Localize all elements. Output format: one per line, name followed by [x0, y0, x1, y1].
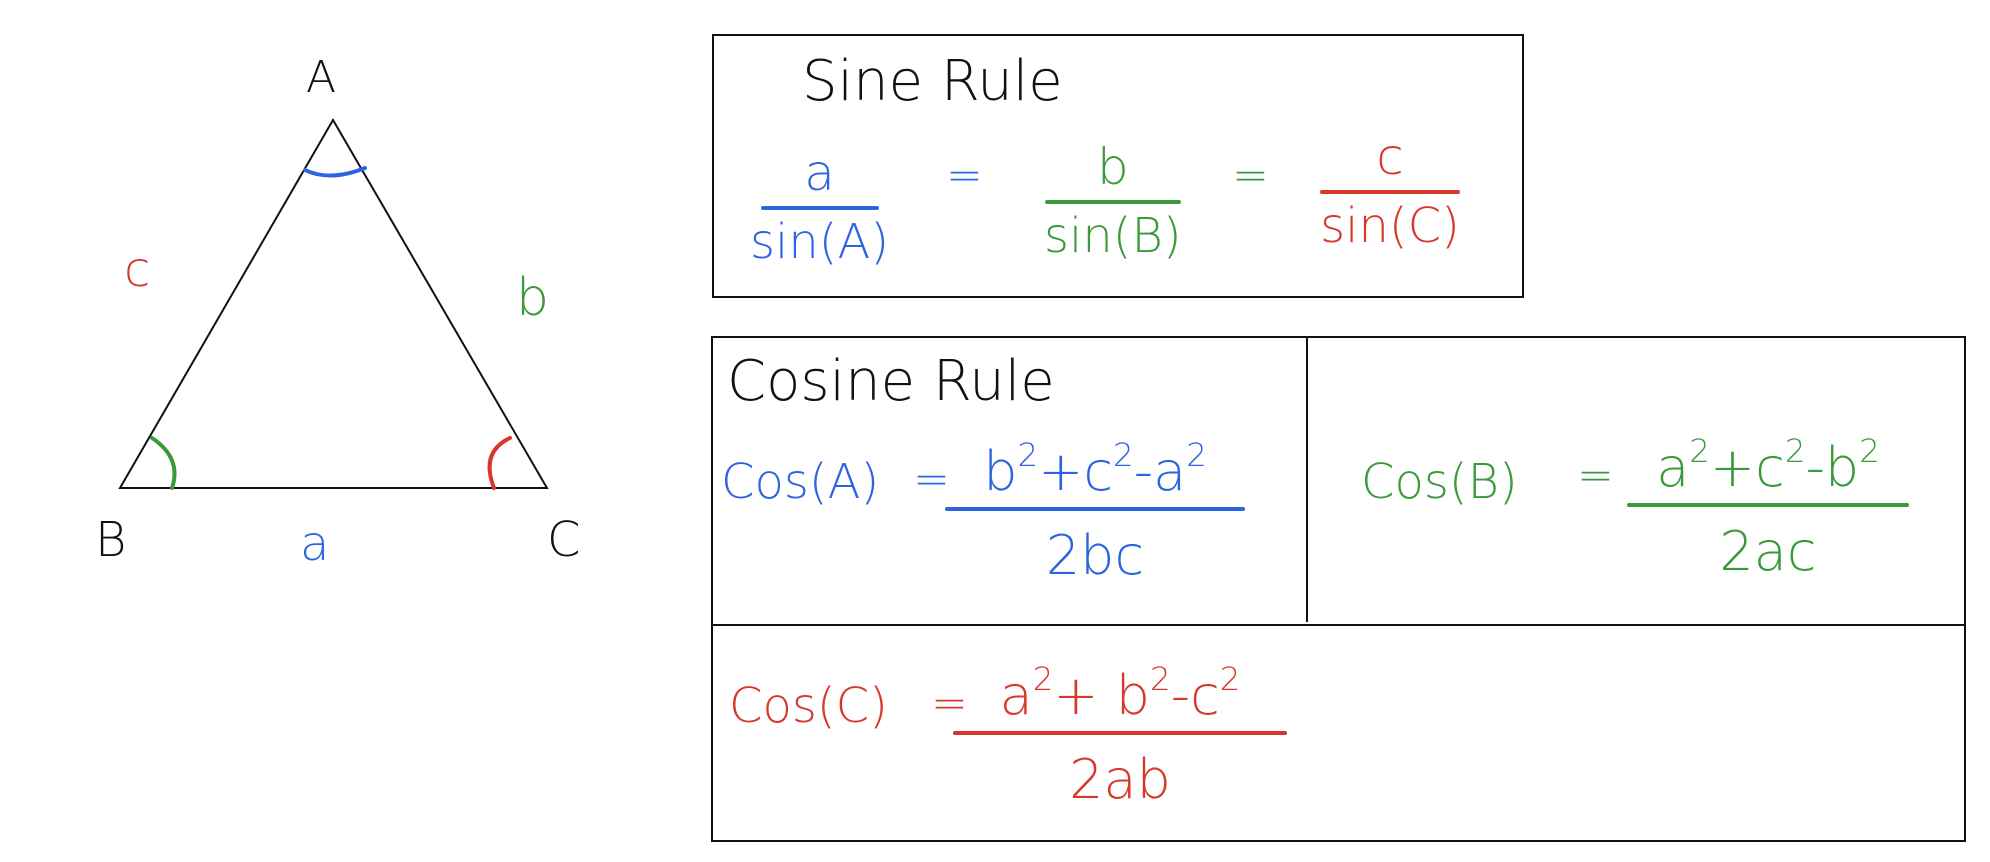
cos-a-fraction-bar [945, 507, 1245, 511]
sine-term-c-numerator: c [1376, 128, 1404, 186]
sine-term-a-fraction-bar [761, 206, 879, 210]
cos-a-denominator: 2bc [1045, 524, 1145, 587]
sine-equals-1: = [946, 150, 983, 201]
sine-term-b [1044, 138, 1182, 264]
angle-mark-A [305, 168, 365, 176]
cos-a-lhs: Cos(A) [721, 454, 880, 510]
sine-rule-box [712, 34, 1524, 298]
sine-term-a [750, 144, 890, 270]
sine-rule-title: Sine Rule [802, 49, 1063, 114]
side-label-b: b [516, 268, 550, 328]
sine-term-b-denominator: sin(B) [1044, 208, 1182, 264]
cosine-horizontal-divider [713, 624, 1966, 626]
sine-term-c [1320, 128, 1460, 254]
sine-term-b-fraction-bar [1045, 200, 1181, 204]
cos-c-denominator: 2ab [1069, 748, 1171, 811]
cos-a-equals: = [913, 454, 950, 505]
vertex-label-B: B [95, 512, 127, 568]
cos-b-equals: = [1577, 450, 1614, 501]
cos-a-numerator: $b^2+c^2-a^2$ [983, 436, 1207, 503]
sine-term-c-denominator: sin(C) [1320, 198, 1460, 254]
vertex-label-A: A [306, 52, 337, 103]
side-label-c: c [124, 242, 151, 298]
cos-b-lhs: Cos(B) [1361, 454, 1518, 510]
sine-term-a-numerator: a [804, 144, 835, 202]
sine-term-a-denominator: sin(A) [750, 214, 890, 270]
cos-b-numerator: $a^2+c^2-b^2$ [1656, 432, 1880, 499]
angle-mark-B [152, 438, 175, 488]
angle-mark-C [490, 438, 510, 488]
cos-b-fraction [1627, 432, 1909, 583]
cosine-vertical-divider [1306, 338, 1308, 622]
cos-c-fraction-bar [953, 731, 1287, 735]
cosine-rule-box [711, 336, 1966, 842]
sine-equals-2: = [1232, 150, 1269, 201]
cos-b-denominator: 2ac [1719, 520, 1817, 583]
cos-c-fraction [953, 660, 1287, 811]
sine-term-b-numerator: b [1096, 138, 1129, 196]
sine-term-c-fraction-bar [1320, 190, 1460, 194]
cos-c-equals: = [931, 678, 968, 729]
cos-a-fraction [945, 436, 1245, 587]
cos-c-numerator: $a^2+ b^2-c^2$ [999, 660, 1241, 727]
cosine-rule-title: Cosine Rule [727, 349, 1055, 414]
cos-c-lhs: Cos(C) [729, 678, 888, 734]
side-label-a: a [300, 516, 330, 572]
cos-b-fraction-bar [1627, 503, 1909, 507]
vertex-label-C: C [547, 512, 581, 568]
